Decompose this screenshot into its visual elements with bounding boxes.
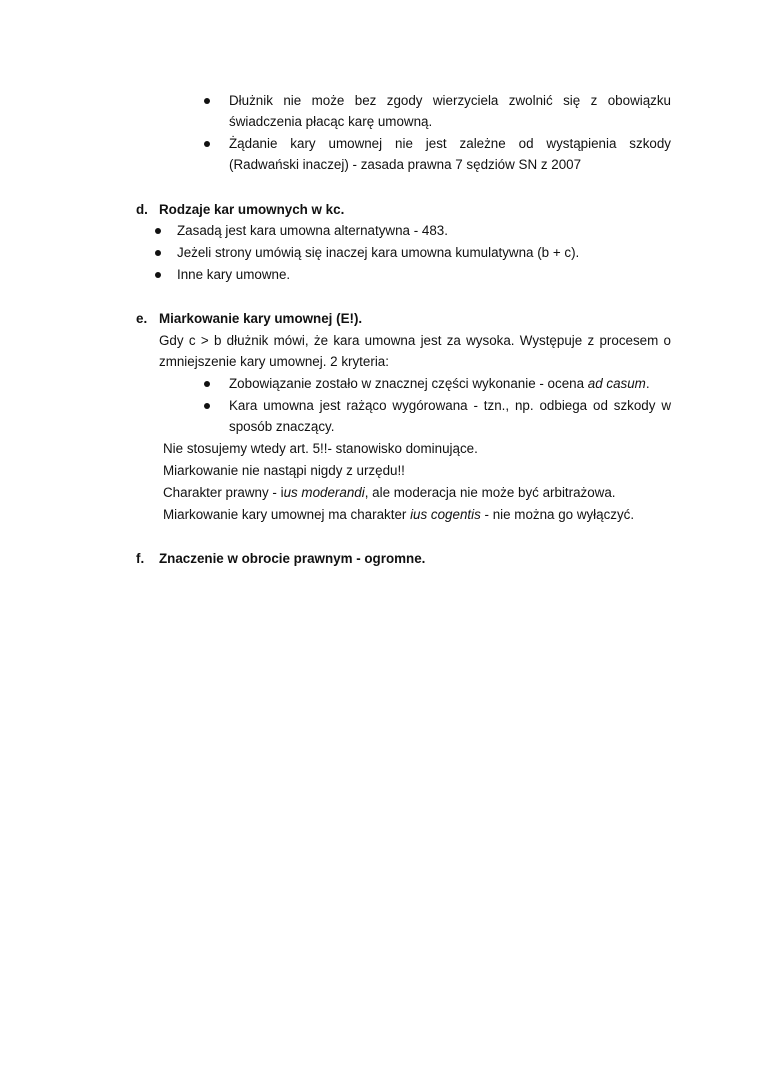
list-item-line: Dłużnik nie może bez zgody wierzyciela zwolnić się z obowiązku	[229, 93, 671, 108]
bullet-icon	[204, 381, 210, 387]
list-item-line: świadczenia płacąc karę umowną.	[229, 114, 433, 129]
bullet-icon	[204, 403, 210, 409]
text-italic: us moderandi	[283, 485, 365, 500]
bullet-icon	[204, 141, 210, 147]
list-item-line: sposób znaczący.	[229, 419, 335, 434]
text-italic: ius cogentis	[410, 507, 481, 522]
list-item-line: (Radwański inaczej) - zasada prawna 7 sędziów SN z 2007	[229, 157, 582, 172]
text-segment: - nie można go wyłączyć.	[480, 507, 635, 522]
bullet-icon	[155, 228, 161, 234]
text-segment: , ale moderacja nie może być arbitrażowa.	[364, 485, 616, 500]
section-heading-d: Rodzaje kar umownych w kc.	[159, 202, 345, 217]
text-segment: Miarkowanie kary umownej ma charakter	[163, 507, 411, 522]
list-item-italic: ad casum	[587, 376, 646, 391]
paragraph-line	[163, 506, 634, 524]
paragraph-line: Miarkowanie nie nastąpi nigdy z urzędu!!	[163, 463, 405, 478]
list-item: Jeżeli strony umówią się inaczej kara umowna kumulatywna (b + c).	[177, 245, 580, 260]
list-item: Zasadą jest kara umowna alternatywna - 483.	[177, 223, 448, 238]
list-item	[229, 375, 650, 393]
section-heading-f: Znaczenie w obrocie prawnym - ogromne.	[159, 551, 426, 566]
paragraph-line: zmniejszenie kary umownej. 2 kryteria:	[159, 354, 389, 369]
paragraph-line: Nie stosujemy wtedy art. 5!!- stanowisko dominujące.	[163, 441, 478, 456]
text-segment: Charakter prawny - i	[163, 485, 284, 500]
list-item-end: .	[645, 376, 650, 391]
bullet-icon	[155, 250, 161, 256]
list-item-line: Żądanie kary umownej nie jest zależne od wystąpienia szkody	[229, 136, 671, 151]
section-letter-d: d.	[136, 202, 148, 217]
paragraph-line: Gdy c > b dłużnik mówi, że kara umowna jest za wysoka. Występuje z procesem o	[159, 333, 671, 348]
list-item-line: Kara umowna jest rażąco wygórowana - tzn., np. odbiega od szkody w	[229, 398, 671, 413]
section-letter-e: e.	[136, 311, 148, 326]
paragraph-line	[163, 484, 616, 502]
bullet-icon	[155, 272, 161, 278]
bullet-icon	[204, 98, 210, 104]
list-item: Inne kary umowne.	[177, 267, 291, 282]
section-letter-f: f.	[136, 551, 145, 566]
section-heading-e: Miarkowanie kary umownej (E!).	[159, 311, 363, 326]
list-item-text: Zobowiązanie zostało w znacznej części wykonanie - ocena	[229, 376, 588, 391]
